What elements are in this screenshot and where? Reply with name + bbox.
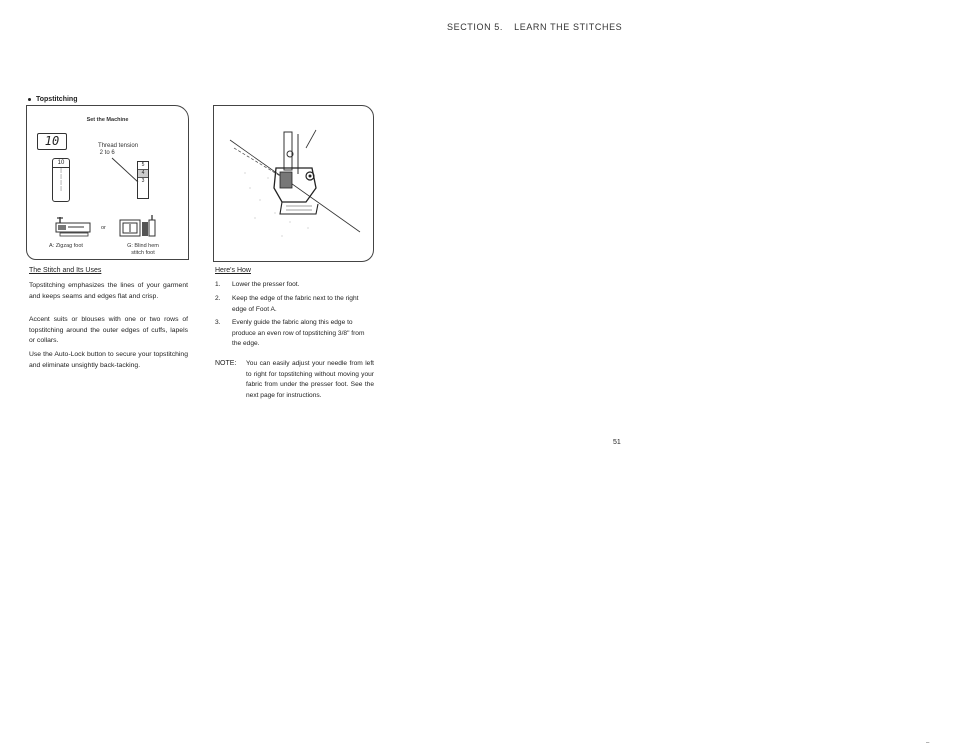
uses-paragraph: Use the Auto-Lock button to secure your topstitching and eliminate unsightly back-tacking. <box>29 351 188 369</box>
dial-number: 10 <box>53 159 69 168</box>
zigzag-foot-icon <box>54 215 94 239</box>
step-text: Evenly guide the fabric along this edge to produce an even row of topstitching 3/8" from the edge. <box>232 319 365 347</box>
howto-heading: Here's How <box>215 267 251 274</box>
corner-mark: – <box>926 740 930 746</box>
foot-g-label <box>117 243 169 256</box>
machine-settings-panel <box>26 105 189 260</box>
thread-tension-value: 2 to 6 <box>99 150 115 156</box>
note-text: You can easily adjust your needle from left to right for topstitching without moving your fabric from under the presser foot. See the next page for instructions. <box>246 360 374 399</box>
section-title: LEARN THE STITCHES <box>514 22 623 32</box>
howto-step <box>215 318 374 350</box>
topstitching-heading <box>28 96 77 103</box>
foot-g-label-line2: stitch foot <box>131 249 155 256</box>
tension-pointer-line <box>110 156 140 184</box>
tension-mark: 4 <box>138 170 148 178</box>
section-number: SECTION 5. <box>447 22 504 32</box>
thread-tension-label <box>98 143 138 157</box>
howto-step <box>215 294 374 315</box>
page-number: 51 <box>613 439 621 446</box>
step-number: 3. <box>215 319 221 326</box>
topstitching-heading-text: Topstitching <box>36 96 78 103</box>
tension-mark: 5 <box>138 162 148 170</box>
bullet-icon <box>28 98 31 101</box>
tension-dial <box>137 161 149 199</box>
tension-mark: 3 <box>141 178 145 184</box>
uses-paragraph: Topstitching emphasizes the lines of your garment and keeps seams and edges flat and crisp. <box>29 282 188 300</box>
step-number: 1. <box>215 281 221 288</box>
foot-g-label-line1: G: Blind hem <box>127 243 159 249</box>
section-header <box>447 22 622 32</box>
stitch-display-lcd: 10 <box>37 133 67 150</box>
presser-foot-illustration <box>220 118 370 256</box>
step-number: 2. <box>215 295 221 302</box>
dial-ticks: | | | | <box>60 168 62 192</box>
step-text: Keep the edge of the fabric next to the right edge of Foot A. <box>232 295 359 313</box>
howto-step <box>215 280 374 291</box>
uses-heading: The Stitch and Its Uses <box>29 267 102 274</box>
foot-or-label: or <box>101 225 106 231</box>
step-text: Lower the presser foot. <box>232 281 300 288</box>
stitch-selector-dial <box>52 158 70 202</box>
note-label: NOTE: <box>215 360 237 367</box>
uses-paragraph: Accent suits or blouses with one or two rows of topstitching around the outer edges of cuffs, lapels or collars. <box>29 316 188 344</box>
set-machine-label: Set the Machine <box>86 117 129 123</box>
blind-hem-foot-icon <box>118 214 160 240</box>
thread-tension-text: Thread tension <box>98 143 139 149</box>
foot-a-label: A: Zigzag foot <box>49 243 83 249</box>
